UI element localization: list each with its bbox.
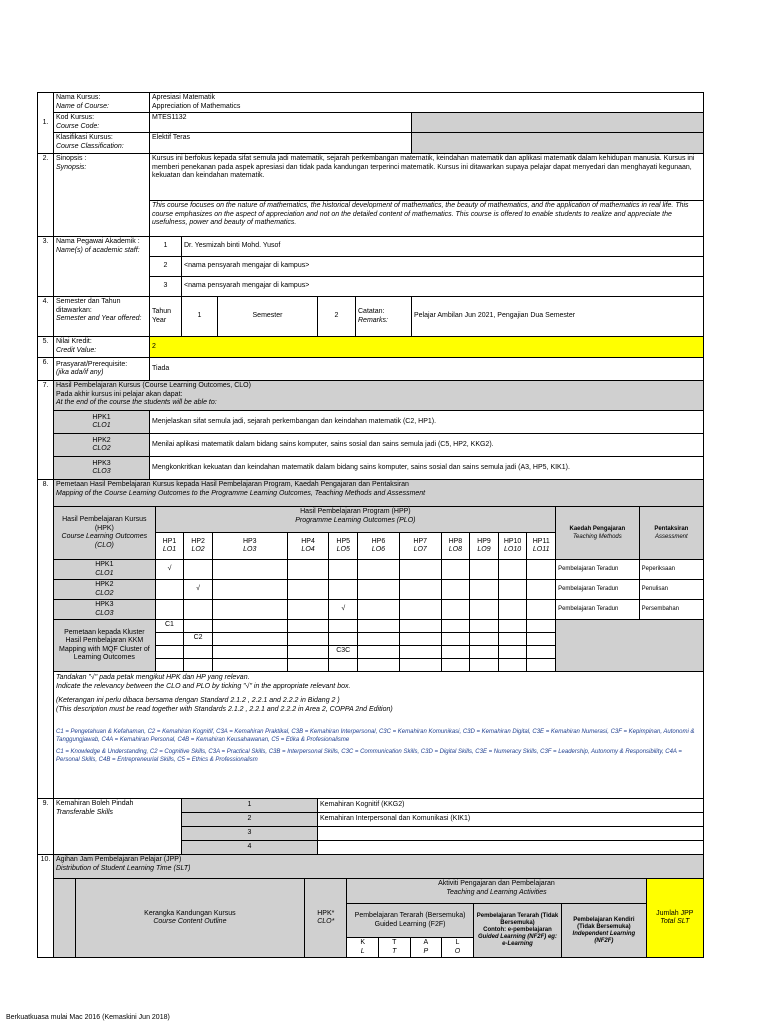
- teaching-methods-header: [556, 507, 640, 560]
- assessment-method: Penulisan: [639, 580, 703, 600]
- mapping-cell: [329, 580, 358, 600]
- slt-col-bot: O: [454, 947, 461, 955]
- aktiviti-ms: Aktiviti Pengajaran dan Pembelajaran: [438, 880, 555, 887]
- assessment-method: Peperiksaan: [639, 560, 703, 580]
- row10-num: 10.: [38, 855, 54, 958]
- hpp-head-ms: Hasil Pembelajaran Program (HPP): [300, 508, 411, 515]
- klas-label: Klasifikasi Kursus:: [56, 134, 113, 141]
- synopsis-ms: Kursus ini berfokus kepada sifat semula jadi matematik, sejarah perkembangan matematik, keindahan matematik dan aplikasi matematik dalam kehidupan manusia. Kursus ini memberi penekanan pada aspek apresiasi dan tidak pada kandungan terperinci matematik. Kursus ini ditawarkan supaya pelajar dapat menyedari dan menghayati kegunaan, kekuatan dan keindahan matematik.: [150, 154, 703, 201]
- mapping-cell: [184, 600, 213, 620]
- slt-col-bot: L: [360, 947, 365, 955]
- row5-num: 5.: [38, 337, 54, 358]
- tick-mark: √: [155, 560, 184, 580]
- prereq-value: Tiada: [150, 358, 704, 381]
- mapping-cell: [155, 580, 184, 600]
- skill-num: 3: [182, 827, 318, 841]
- assessment-header: [639, 507, 703, 560]
- hpk-code: HPK1: [92, 413, 111, 421]
- tidak-sub: Contoh: e-pembelajaran: [483, 927, 552, 933]
- hp-code: HP1: [162, 537, 177, 545]
- classification-label: [54, 133, 150, 154]
- row7-num: 7.: [38, 381, 54, 480]
- note-ref-en: (This description must be read together with Standards 2.1.2 , 2.2.1 and 2.2.2 in Area 2, COPPA 2nd Edition): [56, 705, 393, 713]
- mapping-row: [54, 580, 703, 600]
- year-label-en: Year: [152, 316, 167, 324]
- clo-title: Hasil Pembelajaran Kursus (Course Learning Outcomes, CLO): [56, 382, 251, 389]
- slt-col: [410, 938, 442, 958]
- prereq-label-en: (jika ada/if any): [56, 369, 104, 376]
- staff-name: Dr. Yesmizah binti Mohd. Yusof: [182, 237, 704, 257]
- prereq-label: [54, 358, 150, 381]
- mapping-clo: [54, 600, 155, 620]
- clo-text: Menjelaskan sifat semula jadi, sejarah perkembangan dan keindahan matematik (C2, HP1).: [150, 411, 704, 434]
- mapping-hpk: HPK1: [95, 561, 114, 568]
- hpp-head-en: Programme Learning Outcomes (PLO): [295, 516, 416, 524]
- skill-text: Kemahiran Interpersonal dan Komunikasi (KIK1): [318, 813, 704, 827]
- mapping-title-ms: Pemetaan Hasil Pembelajaran Kursus kepada Hasil Pembelajaran Program, Kaedah Pengajaran dan Pentaksiran: [56, 481, 409, 488]
- hpk-head-en: Course Learning Outcomes (CLO): [61, 533, 148, 549]
- semester-year-label-en: Semester and Year offered:: [56, 315, 142, 322]
- nf2f-header: [473, 904, 561, 958]
- kendiri-ms: Pembelajaran Kendiri (Tidak Bersemuka): [573, 916, 635, 930]
- jumlah-en: Total SLT: [660, 918, 690, 925]
- course-name-en: Appreciation of Mathematics: [152, 102, 241, 110]
- cluster-grey: [556, 620, 703, 672]
- hp-code: HP10: [503, 537, 522, 545]
- mapping-cell: [399, 560, 441, 580]
- kemahiran-label: Kemahiran Boleh Pindah: [56, 800, 134, 807]
- hp-code: HP7: [413, 537, 428, 545]
- slt-col: [378, 938, 410, 958]
- note-en: Indicate the relevancy between the CLO and PLO by ticking "√" in the appropriate relevant box.: [56, 682, 351, 690]
- legend-ms: C1 = Pengetahuan & Kefahaman, C2 = Kemahiran Kognitif, C3A = Kemahiran Praktikal, C3B = Kemahiran Interpersonal, C3C = Kemahiran Komunikasi, C3D = Kemahiran Digital, C3E = Kemahiran Numerasi, C3F = Kepimpinan, Autonomi & Tanggungjawab, C4A = Kemahiran Personal, C4B = Kemahiran Keusahawanan, C5 = Etika & Profesionalisme: [56, 729, 695, 743]
- slt-col: [442, 938, 474, 958]
- hpk-head-ms: Hasil Pembelajaran Kursus (HPK): [62, 516, 147, 532]
- semester-value: 2: [318, 297, 356, 337]
- row4-num: 4.: [38, 297, 54, 337]
- hp-col-header: [329, 533, 358, 560]
- clo-header: [54, 381, 704, 411]
- lo-code: LO4: [301, 546, 315, 554]
- tidak-ms: Pembelajaran Terarah (Tidak Bersemuka): [476, 913, 559, 926]
- prasyarat-label: Prasyarat/Prerequisite:: [56, 360, 128, 368]
- staff-num: 3: [150, 277, 182, 297]
- hp-code: HP11: [532, 537, 550, 545]
- lo-code: LO7: [413, 546, 427, 554]
- aktiviti-en: Teaching and Learning Activities: [446, 888, 547, 896]
- mapping-clo-code: CLO1: [95, 569, 114, 577]
- mapping-cell: [399, 580, 441, 600]
- mapping-cell: [358, 560, 400, 580]
- hp-code: HP9: [477, 537, 491, 545]
- transferable-label: [54, 799, 182, 855]
- year-label: [150, 297, 182, 337]
- mapping-clo: [54, 580, 155, 600]
- clo-code-en: CLO3: [92, 468, 111, 475]
- tahun-label: Tahun: [152, 308, 172, 315]
- lo-code: LO2: [191, 546, 205, 554]
- kerangka-ms: Kerangka Kandungan Kursus: [144, 909, 236, 917]
- name-course-label: Name of Course:: [56, 102, 109, 110]
- synopsis-label-en: Synopsis:: [56, 163, 87, 171]
- hp-col-header: [212, 533, 287, 560]
- grey-filler: [412, 113, 704, 133]
- hp-col-header: [287, 533, 329, 560]
- skill-text: [318, 827, 704, 841]
- hp-col-header: [441, 533, 470, 560]
- hp-code: HP6: [371, 537, 386, 545]
- staff-num: 1: [150, 237, 182, 257]
- mapping-cell: [358, 600, 400, 620]
- cluster-c3c: C3C: [329, 646, 358, 659]
- semester-year-label: [54, 297, 150, 337]
- mapping-cell: [498, 560, 527, 580]
- total-slt-header: [646, 879, 703, 957]
- mapping-cell: [212, 600, 287, 620]
- clo-text: Mengkonkritkan kekuatan dan keindahan matematik dalam bidang sains komputer, sains sosial dan sains semula jadi (A3, HP5, KIK1).: [150, 457, 704, 480]
- hp-code: HP8: [448, 537, 463, 545]
- row2-num: 2.: [38, 154, 54, 237]
- course-name-ms: Apresiasi Matematik: [152, 94, 216, 101]
- nilai-kredit-label: Nilai Kredit:: [56, 338, 92, 345]
- cluster-c2: C2: [184, 633, 213, 646]
- mapping-cell: [527, 600, 556, 620]
- nama-kursus-label: Nama Kursus:: [56, 94, 101, 101]
- skill-text: Kemahiran Kognitif (KKG2): [318, 799, 704, 813]
- mapping-row: [54, 600, 703, 620]
- hp-code: HP5: [336, 537, 351, 545]
- class-label: Course Classification:: [56, 142, 124, 150]
- lo-code: LO6: [371, 546, 386, 554]
- catatan-label: Catatan:: [358, 308, 385, 315]
- mapping-cell: [184, 560, 213, 580]
- slt-col-bot: P: [423, 947, 429, 955]
- mapping-cell: [441, 600, 470, 620]
- semester-label: Semester: [218, 297, 318, 337]
- mapping-cell: [212, 580, 287, 600]
- kod-label: Kod Kursus:: [56, 114, 95, 121]
- credit-label: [54, 337, 150, 358]
- hpk-code: HPK2: [92, 436, 111, 444]
- jumlah-ms: Jumlah JPP: [656, 909, 694, 917]
- credit-label-en: Credit Value:: [56, 346, 97, 354]
- hp-col-header: [498, 533, 527, 560]
- grey-filler: [412, 133, 704, 154]
- hp-col-header: [470, 533, 499, 560]
- slt-col-bot: T: [392, 947, 397, 955]
- hp-col-header: [358, 533, 400, 560]
- row1-num: 1.: [38, 93, 54, 154]
- course-name-value: [150, 93, 704, 113]
- skill-text: [318, 841, 704, 855]
- slt-hpk: HPK*: [317, 909, 335, 917]
- kaedah-en: Teaching Methods: [572, 534, 622, 540]
- note-ref-ms: (Keterangan ini perlu dibaca bersama dengan Standard 2.1.2 , 2.2.1 and 2.2.2 in Bidang 2 ): [56, 697, 340, 704]
- clo-code: [54, 457, 150, 480]
- mapping-clo-code: CLO3: [95, 609, 114, 617]
- hp-col-header: [184, 533, 213, 560]
- skill-num: 2: [182, 813, 318, 827]
- year-value: 1: [182, 297, 218, 337]
- mapping-cell: [329, 560, 358, 580]
- skill-num: 1: [182, 799, 318, 813]
- teaching-method: Pembelajaran Teradun: [556, 580, 640, 600]
- slt-col-top: A: [423, 939, 429, 946]
- mapping-cell: [470, 560, 499, 580]
- clo-code-en: CLO1: [92, 422, 111, 429]
- lo-code: LO8: [448, 546, 462, 554]
- slt-table: [54, 879, 703, 957]
- lo-code: LO11: [532, 546, 550, 554]
- staff-name: <nama pensyarah mengajar di kampus>: [182, 277, 704, 297]
- credit-value: 2: [150, 337, 704, 358]
- note-ms: Tandakan "√" pada petak mengikut HPK dan HP yang relevan.: [56, 674, 250, 681]
- clo-code: [54, 411, 150, 434]
- mapping-cell: [441, 580, 470, 600]
- mapping-notes: [54, 671, 703, 798]
- course-code-value: MTES1132: [150, 113, 412, 133]
- legend-en: C1 = Knowledge & Understanding, C2 = Cognitive Skills, C3A = Practical Skills, C3B = Interpersonal Skills, C3C = Communication Skills, C3D = Digital Skills, C3E = Numeracy Skills, C3F = Leadership, Autonomy & Responsibility, C4A = Personal Skills, C4B = Entrepreneurial Skills, C5 = Ethics & Professionalism: [56, 749, 682, 763]
- mapping-cell: [287, 600, 329, 620]
- staff-num: 2: [150, 257, 182, 277]
- mapping-clo: [54, 560, 155, 580]
- kerangka-en: Course Content Outline: [153, 918, 227, 925]
- mapping-cell: [498, 580, 527, 600]
- lo-code: LO9: [477, 546, 491, 554]
- remarks-value: Pelajar Ambilan Jun 2021, Pengajian Dua Semester: [412, 297, 704, 337]
- clo-sub-en: At the end of the course the students will be able to:: [56, 399, 217, 406]
- slt-title-en: Distribution of Student Learning Time (SLT): [56, 864, 191, 872]
- lo-code: LO1: [162, 546, 177, 554]
- slt-section: [54, 855, 704, 958]
- slt-title-ms: Agihan Jam Pembelajaran Pelajar (JPP): [56, 856, 182, 863]
- slt-blank: [54, 879, 75, 957]
- mapping-header: [54, 480, 703, 507]
- remarks-label: [356, 297, 412, 337]
- mapping-cell: [155, 600, 184, 620]
- mapping-cell: [441, 560, 470, 580]
- f2f-header: [347, 904, 473, 938]
- lo-code: LO10: [504, 546, 522, 554]
- mapping-section: [54, 480, 704, 799]
- hp-code: HP4: [301, 537, 315, 545]
- clo-code-en: CLO2: [92, 445, 111, 452]
- hp-col-header: [527, 533, 556, 560]
- slt-header: [54, 855, 703, 879]
- form-table: [37, 92, 704, 958]
- slt-col-top: L: [455, 939, 460, 946]
- hp-col-header: [399, 533, 441, 560]
- sinopsis-label: Sinopsis :: [56, 155, 87, 162]
- tick-mark: √: [184, 580, 213, 600]
- mapping-cell: [212, 560, 287, 580]
- cluster-c1: C1: [155, 620, 184, 633]
- row6-num: 6.: [38, 358, 54, 381]
- slt-col: [347, 938, 379, 958]
- pentaksiran-en: Assessment: [655, 534, 688, 540]
- slt-col-top: T: [392, 939, 397, 946]
- code-label: Course Code:: [56, 122, 100, 130]
- slt-clo: CLO*: [317, 918, 335, 925]
- slt-clo-header: [305, 879, 347, 957]
- hp-col-header: [155, 533, 184, 560]
- clo-code: [54, 434, 150, 457]
- semester-tahun-label: Semester dan Tahun ditawarkan:: [56, 298, 121, 314]
- clo-text: Menilai aplikasi matematik dalam bidang sains komputer, sains sosial dan sains semula jadi (C5, HP2, KKG2).: [150, 434, 704, 457]
- bersemuka-ms: Pembelajaran Terarah (Bersemuka): [354, 912, 466, 919]
- cluster-label: Pemetaan kepada Kluster Hasil Pembelajaran KKM Mapping with MQF Cluster of Learning Outcomes: [54, 620, 155, 672]
- remarks-label-en: Remarks:: [358, 316, 388, 324]
- skill-num: 4: [182, 841, 318, 855]
- row8-num: 8.: [38, 480, 54, 799]
- hp-code: HP2: [191, 537, 205, 545]
- slt-col-top: K: [360, 939, 365, 946]
- hpp-header: [155, 507, 555, 533]
- lo-code: LO3: [243, 546, 257, 554]
- classification-value: Elektif Teras: [150, 133, 412, 154]
- mapping-cell: [287, 580, 329, 600]
- staff-name: <nama pensyarah mengajar di kampus>: [182, 257, 704, 277]
- kaedah-ms: Kaedah Pengajaran: [569, 525, 626, 532]
- kendiri-en: Independent Learning (NF2F): [572, 930, 636, 944]
- lo-code: LO5: [336, 546, 350, 554]
- mapping-table: [54, 507, 703, 671]
- synopsis-value: [150, 154, 704, 237]
- mapping-cell: [358, 580, 400, 600]
- pentaksiran-ms: Pentaksiran: [654, 525, 689, 532]
- mapping-cell: [527, 560, 556, 580]
- hp-code: HP3: [242, 537, 257, 545]
- synopsis-en: This course focuses on the nature of mathematics, the historical development of mathematics, the beauty of mathematics, and the application of mathematics in real life. This course emphasizes on the aspect of appreciation and not on the detailed content of mathematics. This course is offered to enable students to realize and appreciate the usefulness, power and beauty of mathematics.: [152, 202, 689, 226]
- mapping-cell: [470, 580, 499, 600]
- teaching-method: Pembelajaran Teradun: [556, 600, 640, 620]
- staff-label: [54, 237, 150, 297]
- assessment-method: Persembahan: [639, 600, 703, 620]
- content-outline-header: [75, 879, 305, 957]
- footer-text: Berkuatkuasa mulai Mac 2016 (Kemaskini Jun 2018): [6, 1014, 170, 1021]
- independent-header: [562, 904, 646, 958]
- hpk-header: [54, 507, 155, 560]
- mapping-row: [54, 560, 703, 580]
- mapping-hpk: HPK3: [95, 601, 114, 608]
- row9-num: 9.: [38, 799, 54, 855]
- activities-header: [347, 879, 646, 904]
- mapping-cell: [470, 600, 499, 620]
- pegawai-label: Nama Pegawai Akademik :: [56, 238, 140, 245]
- row3-num: 3.: [38, 237, 54, 297]
- mapping-cell: [498, 600, 527, 620]
- mapping-title-en: Mapping of the Course Learning Outcomes to the Programme Learning Outcomes, Teaching Methods and Assessment: [56, 489, 426, 497]
- teaching-method: Pembelajaran Teradun: [556, 560, 640, 580]
- course-code-label: [54, 113, 150, 133]
- mapping-hpk: HPK2: [95, 581, 114, 588]
- mapping-body: [54, 560, 703, 620]
- staff-label-en: Name(s) of academic staff:: [56, 246, 140, 254]
- mapping-clo-code: CLO2: [95, 589, 114, 597]
- clo-sub-ms: Pada akhir kursus ini pelajar akan dapat:: [56, 390, 183, 398]
- tick-mark: √: [329, 600, 358, 620]
- mapping-cell: [399, 600, 441, 620]
- transferable-label-en: Transferable Skills: [56, 808, 114, 816]
- bersemuka-en: Guided Learning (F2F): [374, 920, 446, 928]
- mapping-cell: [527, 580, 556, 600]
- course-name-label: [54, 93, 150, 113]
- course-info-form: [37, 92, 703, 958]
- synopsis-label: [54, 154, 150, 237]
- hpk-code: HPK3: [92, 459, 111, 467]
- tidak-en: Guided Learning (NF2F) eg: e-Learning: [477, 934, 557, 947]
- mapping-cell: [287, 560, 329, 580]
